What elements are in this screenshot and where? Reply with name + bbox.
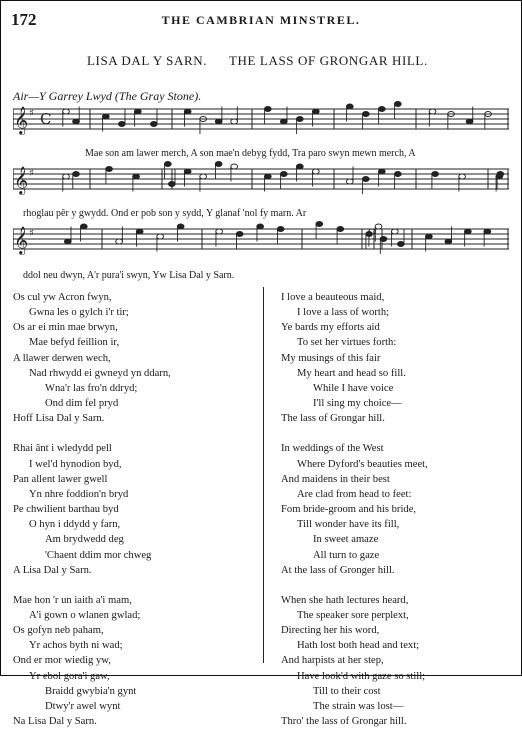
- lyrics-line-1: Mae son am lawer merch, A son mae'n debyg fydd, Tra paro swyn mewn merch, A: [85, 148, 416, 159]
- verse-line: Till to their cost: [313, 685, 381, 697]
- air-label: Air—Y Garrey Lwyd (The Gray Stone).: [13, 89, 202, 103]
- verse-line: Fom bride-groom and his bride,: [281, 504, 417, 516]
- note-head: [236, 232, 243, 237]
- verse-line: Hath lost both head and text;: [297, 640, 420, 652]
- verse-line: Yr ebol gora'i gaw,: [29, 670, 110, 682]
- verse-line: And harpists at her step,: [281, 655, 384, 667]
- verse-line: While I have voice: [313, 382, 394, 394]
- note-head: [459, 174, 466, 179]
- note-head: [394, 172, 401, 177]
- note-head: [184, 109, 191, 114]
- note-head: [257, 224, 264, 229]
- note-head: [346, 179, 353, 184]
- note-head: [102, 114, 109, 119]
- note-head: [397, 242, 404, 247]
- verse-line: The lass of Grongar hill.: [281, 413, 385, 425]
- verse-line: Mae hon 'r un iaith a'i mam,: [13, 594, 132, 606]
- verse-line: In sweet amaze: [313, 534, 379, 546]
- verse-line: Hoff Lisa Dal y Sarn.: [13, 413, 105, 425]
- verse-line: I love a beauteous maid,: [281, 292, 385, 303]
- note-head: [136, 229, 143, 234]
- note-head: [150, 122, 157, 127]
- note-head: [280, 119, 287, 124]
- note-head: [429, 109, 436, 114]
- note-head: [277, 227, 284, 232]
- column-divider: [263, 287, 264, 663]
- verse-line: Directing her his word,: [281, 625, 380, 637]
- english-lyrics-column: [281, 290, 511, 729]
- note-head: [64, 239, 71, 244]
- note-head: [362, 177, 369, 182]
- note-head: [425, 234, 432, 239]
- music-score: [13, 99, 509, 284]
- verse-line: O hyn i ddydd y farn,: [29, 519, 121, 531]
- note-head: [296, 117, 303, 122]
- note-head: [484, 229, 491, 234]
- verse-line: In weddings of the West: [281, 443, 384, 455]
- verse-line: All turn to gaze: [313, 549, 380, 561]
- verse-line: Braidd gwybia'n gynt: [45, 685, 137, 697]
- note-head: [380, 237, 387, 242]
- key-signature: ♯: [29, 168, 34, 179]
- verse-line: Wna'r las fro'n ddryd;: [45, 382, 138, 394]
- verse-line: I'll sing my choice—: [313, 398, 402, 410]
- note-head: [134, 109, 141, 114]
- note-head: [133, 174, 140, 179]
- treble-clef: 𝄞: [14, 226, 29, 254]
- note-head: [118, 122, 125, 127]
- note-head: [362, 112, 369, 117]
- verse-line: Have look'd with gaze so still;: [297, 670, 426, 682]
- key-signature: ♯: [29, 228, 34, 239]
- verse-line: I love a lass of worth;: [297, 307, 390, 319]
- verse-line: Ond er mor wiedig yw,: [13, 655, 111, 667]
- welsh-title: LISA DAL Y SARN.: [87, 53, 208, 68]
- verse-line: Pe chwilient barthau byd: [13, 504, 119, 516]
- verse-line: Dtwy'r awel wynt: [45, 700, 121, 712]
- verse-line: Yn nhre foddion'n bryd: [29, 488, 129, 500]
- note-head: [164, 162, 171, 167]
- verse-line: Yr achos byth ni wad;: [29, 640, 123, 652]
- note-head: [316, 222, 323, 227]
- note-head: [157, 234, 164, 239]
- lyrics-line-2: rhoglau pêr y gwydd. Ond er pob son y sydd, Y glanaf 'nol fy marn. Ar: [23, 208, 307, 219]
- note-head: [177, 224, 184, 229]
- note-head: [231, 119, 238, 124]
- note-head: [312, 109, 319, 114]
- note-head: [378, 169, 385, 174]
- note-head: [80, 224, 87, 229]
- stanza-gap: [281, 578, 511, 593]
- note-head: [168, 182, 175, 187]
- verse-line: Os ar ei min mae brwyn,: [13, 322, 118, 334]
- note-head: [200, 174, 207, 179]
- note-head: [337, 227, 344, 232]
- note-head: [116, 239, 123, 244]
- verse-line: Am brydwedd deg: [45, 534, 124, 546]
- note-head: [312, 169, 319, 174]
- stanza-gap: [13, 578, 261, 593]
- verse-line: To set her virtues forth:: [297, 337, 397, 349]
- note-head: [375, 224, 382, 229]
- verse-line: A'i gown o wlanen gwlad;: [29, 609, 141, 621]
- verse-line: A Lisa Dal y Sarn.: [13, 564, 92, 576]
- note-head: [391, 229, 398, 234]
- lyrics-line-3: ddol neu dwyn, A'r pura'i swyn, Yw Lisa Dal y Sarn.: [23, 270, 235, 281]
- note-head: [231, 164, 238, 169]
- verse-line: Rhai ânt i wledydd pell: [13, 443, 112, 455]
- verse-line: Nad rhwydd ei gwneyd yn ddarn,: [29, 367, 171, 379]
- note-head: [264, 107, 271, 112]
- verse-line: A llawer derwen wech,: [13, 352, 111, 364]
- verse-line: My musings of this fair: [281, 352, 381, 364]
- verse-line: The speaker sore perplext,: [297, 609, 409, 621]
- time-signature: C: [40, 110, 52, 128]
- verse-line: Thro' the lass of Grongar hill.: [281, 716, 407, 728]
- verse-line: Ye bards my efforts aid: [281, 322, 380, 334]
- note-head: [73, 172, 80, 177]
- note-head: [106, 167, 113, 172]
- note-head: [464, 229, 471, 234]
- note-head: [497, 172, 504, 177]
- verse-line: The strain was lost—: [313, 700, 404, 712]
- note-head: [346, 104, 353, 109]
- verse-line: Where Dyford's beauties meet,: [297, 458, 428, 470]
- note-head: [366, 232, 373, 237]
- note-head: [466, 119, 473, 124]
- note-head: [264, 174, 271, 179]
- note-head: [63, 174, 70, 179]
- stanza-gap: [13, 426, 261, 441]
- note-head: [215, 119, 222, 124]
- key-signature: ♯: [29, 108, 34, 119]
- note-head: [63, 109, 70, 114]
- note-head: [378, 107, 385, 112]
- verse-line: Os gofyn neb paham,: [13, 625, 104, 637]
- treble-clef: 𝄞: [14, 106, 29, 134]
- running-title: THE CAMBRIAN MINSTREL.: [161, 13, 361, 27]
- verse-line: My heart and head so fill.: [297, 367, 406, 379]
- note-head: [445, 239, 452, 244]
- song-titles: [1, 53, 521, 69]
- verse-line: Na Lisa Dal y Sarn.: [13, 716, 97, 728]
- page-number: 172: [11, 10, 37, 29]
- verse-line: Mae befyd feillion ir,: [29, 337, 120, 349]
- verse-line: And maidens in their best: [281, 473, 390, 485]
- note-head: [394, 102, 401, 107]
- verse-line: Ond dim fel pryd: [45, 398, 119, 410]
- verse-line: Till wonder have its fill,: [297, 519, 400, 531]
- english-title: THE LASS OF GRONGAR HILL.: [229, 53, 428, 68]
- note-head: [432, 172, 439, 177]
- verse-line: 'Chaent ddim mor chweg: [45, 549, 152, 561]
- note-head: [184, 169, 191, 174]
- verse-line: When she hath lectures heard,: [281, 594, 409, 606]
- note-head: [216, 229, 223, 234]
- verse-line: Os cul yw Acron fwyn,: [13, 292, 112, 303]
- verse-line: I wel'd hynodion byd,: [29, 458, 122, 470]
- verse-line: Pan allent lawer gwell: [13, 473, 108, 485]
- note-head: [73, 119, 80, 124]
- welsh-lyrics-column: [13, 290, 261, 729]
- treble-clef: 𝄞: [14, 166, 29, 194]
- verse-line: Gwna les o gylch i'r tìr;: [29, 307, 129, 319]
- note-head: [215, 162, 222, 167]
- verse-line: Are clad from head to feet:: [297, 488, 412, 500]
- note-head: [296, 164, 303, 169]
- stanza-gap: [281, 426, 511, 441]
- note-head: [280, 172, 287, 177]
- verse-line: At the lass of Gronger hill.: [281, 564, 395, 576]
